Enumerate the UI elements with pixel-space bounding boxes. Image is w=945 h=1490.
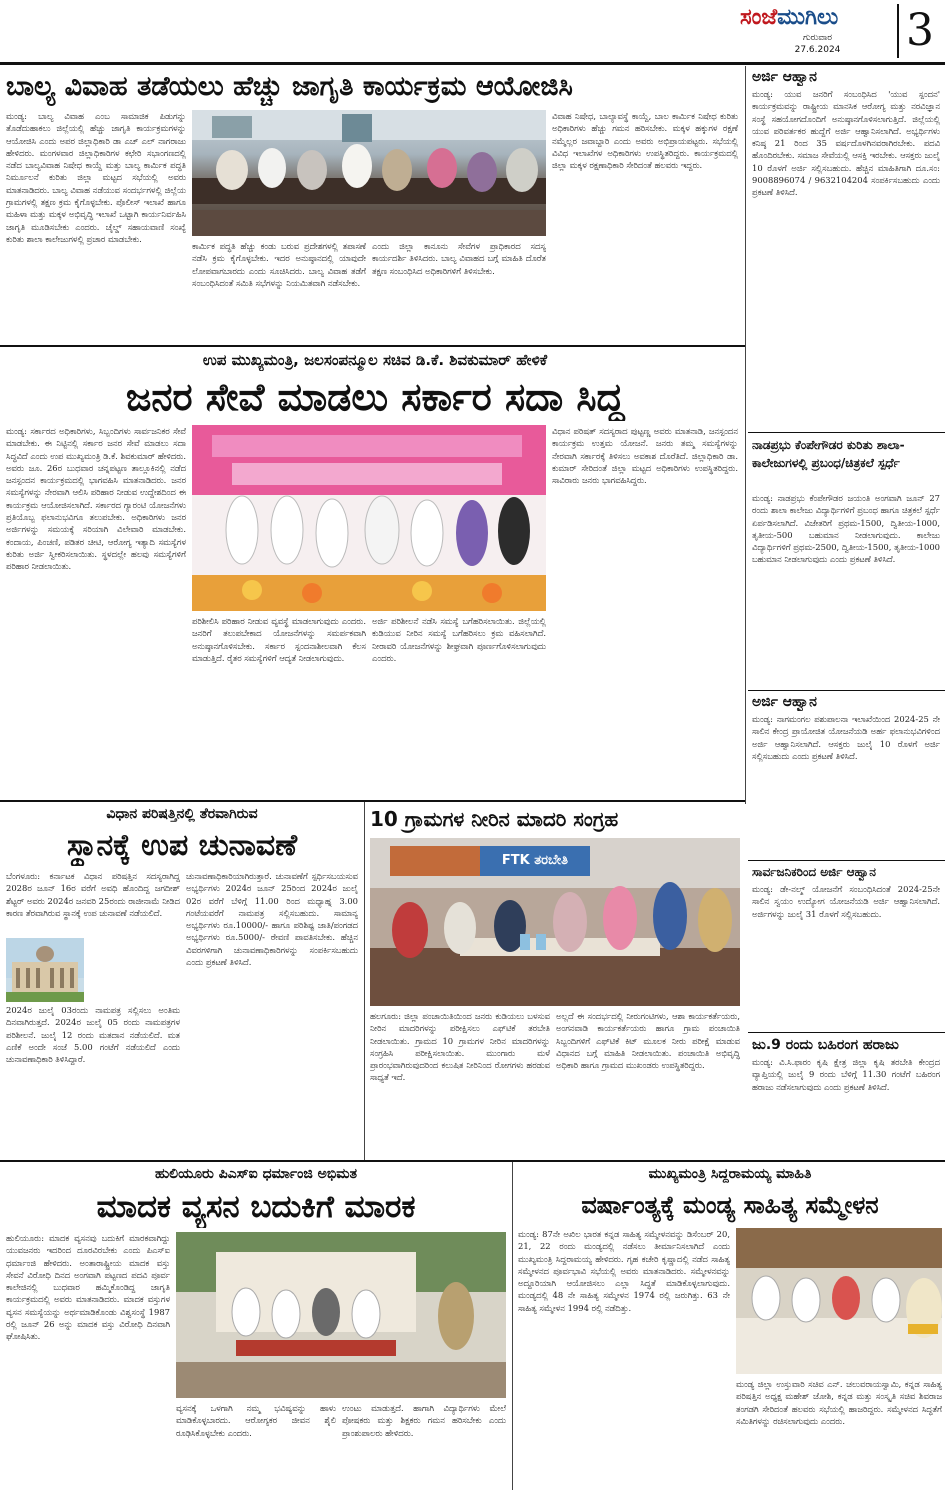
article1-col3: ಎಂದು ಜಿಲ್ಲಾ ಕಾನೂನು ಸೇವೆಗಳ ಪ್ರಾಧಿಕಾರದ ಸದಸ್ಯ ಕಾರ್ಯದರ್ಶಿ ತಿಳಿಸಿದರು. ಬಾಲ್ಯ ವಿವಾಹದ ಬಗ್ಗೆ ಮಾಹಿತಿ ದೊರೆತ ತಕ್ಷಣ ಸಂಬಂಧಿಸಿದ ಅಧಿಕಾರಿಗಳಿಗೆ ತಿಳಿಸಬೇಕು. [372, 241, 546, 276]
article2-col3: ಅರ್ಜಿ ಪರಿಶೀಲನೆ ನಡೆಸಿ ಸಮಸ್ಯೆ ಬಗೆಹರಿಸಲಾಯಿತು. ಜಿಲ್ಲೆಯಲ್ಲಿ ಕುಡಿಯುವ ನೀರಿನ ಸಮಸ್ಯೆ ಬಗೆಹರಿಸಲು ಕ್ರಮ ವಹಿಸಲಾಗಿದೆ. ನೀರಾವರಿ ಯೋಜನೆಗಳನ್ನು ಶೀಘ್ರವಾಗಿ ಪೂರ್ಣಗೊಳಿಸಲಾಗುವುದು ಎಂದರು. [372, 616, 546, 663]
article2-headline: ಜನರ ಸೇವೆ ಮಾಡಲು ಸರ್ಕಾರ ಸದಾ ಸಿದ್ಧ [125, 375, 625, 419]
article3-col1-beside-photo [88, 938, 180, 1002]
rule-3 [0, 1160, 945, 1162]
cm-meeting-art [736, 1228, 942, 1374]
event-photo [192, 425, 546, 611]
article1-col2: ಕಾರ್ಮಿಕ ಪದ್ಧತಿ ಹೆಚ್ಚು ಕಂಡು ಬರುವ ಪ್ರದೇಶಗಳಲ್ಲಿ ತಪಾಸಣೆ ನಡೆಸಿ ಕ್ರಮ ಕೈಗೊಳ್ಳಬೇಕು. ಇದರ ಅನುಷ್ಠಾನದಲ್ಲಿ ಯಾವುದೇ ಲೋಪವಾಗಬಾರದು ಎಂದು ಸೂಚಿಸಿದರು. ಬಾಲ್ಯ ವಿವಾಹ ತಡೆಗೆ ಸಂಬಂಧಿಸಿದಂತೆ ಸಮಿತಿ ಸಭೆಗಳನ್ನು ನಿಯಮಿತವಾಗಿ ನಡೆಸಬೇಕು. [192, 241, 366, 288]
meeting-photo [192, 110, 546, 236]
sidebar4-heading: ಸಾರ್ವಜನಿಕರಿಂದ ಅರ್ಜಿ ಆಹ್ವಾನ [752, 865, 876, 879]
article5-col2: ವ್ಯಸನಕ್ಕೆ ಒಳಗಾಗಿ ನಮ್ಮ ಭವಿಷ್ಯವನ್ನು ಹಾಳು ಮಾಡಿಕೊಳ್ಳಬಾರದು. ಆರೋಗ್ಯಕರ ಜೀವನ ಶೈಲಿ ರೂಢಿಸಿಕೊಳ್ಳಬೇಕು ಎಂದರು. [176, 1403, 336, 1438]
article3-kicker: ವಿಧಾನ ಪರಿಷತ್ತಿನಲ್ಲಿ ತೆರವಾಗಿರುವ [106, 806, 258, 822]
sidebar5-body: ಮಂಡ್ಯ: ವಿ.ಸಿ.ಫಾರಂ ಕೃಷಿ ಕ್ಷೇತ್ರ ಜಿಲ್ಲಾ ಕೃಷಿ ತರಬೇತಿ ಕೇಂದ್ರದ ವ್ಯಾಪ್ತಿಯಲ್ಲಿ ಜುಲೈ 9 ರಂದು ಬೆಳಿಗ್ಗೆ 11.30 ಗಂಟೆಗೆ ಬಹಿರಂಗ ಹರಾಜು ನಡೆಸಲಾಗುವುದು ಎಂದು ಪ್ರಕಟಣೆ ತಿಳಿಸಿದೆ. [752, 1057, 940, 1092]
sidebar2-heading: ನಾಡಪ್ರಭು ಕೆಂಪೇಗೌಡರ ಕುರಿತು ಶಾಲಾ-ಕಾಲೇಜುಗಳಲ್ಲಿ ಪ್ರಬಂಧ/ಚಿತ್ರಕಲೆ ಸ್ಪರ್ಧೆ [752, 438, 905, 470]
article5-headline: ಮಾದಕ ವ್ಯಸನ ಬದುಕಿಗೆ ಮಾರಕ [96, 1189, 416, 1225]
article4-col1: ಹಲಗೂರು: ಜಿಲ್ಲಾ ಪಂಚಾಯಿತಿಯಿಂದ ಜನರು ಕುಡಿಯಲು ಬಳಸುವ ನೀರಿನ ಮಾದರಿಗಳನ್ನು ಪರೀಕ್ಷಿಸಲು ಎಫ್‌ಟಿಕೆ ತರಬೇತಿ ನೀಡಲಾಯಿತು. ಗ್ರಾಮದ 10 ಗ್ರಾಮಗಳ ನೀರಿನ ಮಾದರಿಗಳನ್ನು ಸಂಗ್ರಹಿಸಿ ಪರೀಕ್ಷಿಸಲಾಯಿತು. ಮುಂಗಾರು ಮಳೆ ಪ್ರಾರಂಭವಾಗಿರುವುದರಿಂದ ಕಲುಷಿತ ನೀರಿನಿಂದ ರೋಗಗಳು ಹರಡುವ ಸಾಧ್ಯತೆ ಇದೆ. [370, 1011, 550, 1083]
water-testing-photo [370, 838, 740, 1006]
header-rule [0, 62, 945, 65]
article2-col1: ಮಂಡ್ಯ: ಸರ್ಕಾರದ ಅಧಿಕಾರಿಗಳು, ಸಿಬ್ಬಂದಿಗಳು ಸಾರ್ವಜನಿಕರ ಸೇವೆ ಮಾಡಬೇಕು. ಈ ನಿಟ್ಟಿನಲ್ಲಿ ಸರ್ಕಾರ ಜನರ ಸೇವೆ ಮಾಡಲು ಸದಾ ಸಿದ್ಧವಿದೆ ಎಂದು ಉಪ ಮುಖ್ಯಮಂತ್ರಿ ಡಿ.ಕೆ. ಶಿವಕುಮಾರ್ ಹೇಳಿದರು. ಅವರು ಜೂ. 26ರ ಬುಧವಾರ ಚನ್ನಪಟ್ಟಣ ತಾಲ್ಲೂಕಿನಲ್ಲಿ ನಡೆದ ಜನಸ್ಪಂದನ ಕಾರ್ಯಕ್ರಮದಲ್ಲಿ ಭಾಗವಹಿಸಿ ಮಾತನಾಡಿದರು. ಜನರ ಸಮಸ್ಯೆಗಳನ್ನು ನೇರವಾಗಿ ಆಲಿಸಿ ಪರಿಹಾರ ನೀಡುವ ಉದ್ದೇಶದಿಂದ ಈ ಕಾರ್ಯಕ್ರಮ ಆಯೋಜಿಸಲಾಗಿದೆ. ಸರ್ಕಾರದ ಗ್ಯಾರಂಟಿ ಯೋಜನೆಗಳು ಪ್ರತಿಯೊಬ್ಬ ಫಲಾನುಭವಿಗೂ ತಲುಪಬೇಕು. ಅಧಿಕಾರಿಗಳು ಜನರ ಅರ್ಜಿಗಳನ್ನು ಸಮಯಕ್ಕೆ ಸರಿಯಾಗಿ ವಿಲೇವಾರಿ ಮಾಡಬೇಕು. ಕಂದಾಯ, ಪಿಂಚಣಿ, ಪಡಿತರ ಚೀಟಿ, ಆರೋಗ್ಯ ಇತ್ಯಾದಿ ಸಮಸ್ಯೆಗಳ ಕುರಿತು ಅರ್ಜಿ ಸ್ವೀಕರಿಸಲಾಯಿತು. ಸ್ಥಳದಲ್ಲೇ ಹಲವು ಸಮಸ್ಯೆಗಳಿಗೆ ಪರಿಹಾರ ನೀಡಲಾಯಿತು. [6, 426, 186, 572]
meeting-photo-art [192, 110, 546, 236]
article3-col1b: 2024ರ ಜುಲೈ 03ರಂದು ನಾಮಪತ್ರ ಸಲ್ಲಿಸಲು ಅಂತಿಮ ದಿನವಾಗಿರುತ್ತದೆ. 2024ರ ಜುಲೈ 05 ರಂದು ನಾಮಪತ್ರಗಳ ಪರಿಶೀಲನೆ. ಜುಲೈ 12 ರಂದು ಮತದಾನ ನಡೆಯಲಿದೆ. ಮತ ಎಣಿಕೆ ಅಂದೇ ಸಂಜೆ 5.00 ಗಂಟೆಗೆ ನಡೆಯಲಿದೆ ಎಂದು ಚುನಾವಣಾಧಿಕಾರಿ ತಿಳಿಸಿದ್ದಾರೆ. [6, 1005, 180, 1065]
article4-col2: ಅಲ್ಲದೆ ಈ ಸಂದರ್ಭದಲ್ಲಿ ನೀರುಗಂಟಿಗಳು, ಆಶಾ ಕಾರ್ಯಕರ್ತೆಯರು, ಅಂಗನವಾಡಿ ಕಾರ್ಯಕರ್ತೆಯರು ಹಾಗೂ ಗ್ರಾಮ ಪಂಚಾಯಿತಿ ಸಿಬ್ಬಂದಿಗಳಿಗೆ ಎಫ್‌ಟಿಕೆ ಕಿಟ್ ಮೂಲಕ ನೀರು ಪರೀಕ್ಷೆ ಮಾಡುವ ವಿಧಾನದ ಬಗ್ಗೆ ಮಾಹಿತಿ ನೀಡಲಾಯಿತು. ಪಂಚಾಯಿತಿ ಅಭಿವೃದ್ಧಿ ಅಧಿಕಾರಿ ಹಾಗೂ ಗ್ರಾಮದ ಮುಖಂಡರು ಉಪಸ್ಥಿತರಿದ್ದರು. [556, 1011, 740, 1071]
article3-col2: ಚುನಾವಣಾಧಿಕಾರಿಯಾಗಿರುತ್ತಾರೆ. ಚುನಾವಣೆಗೆ ಸ್ಪರ್ಧಿಸಬಯಸುವ ಅಭ್ಯರ್ಥಿಗಳು 2024ರ ಜೂನ್ 25ರಿಂದ 2024ರ ಜುಲೈ 02ರ ವರೆಗೆ ಬೆಳಿಗ್ಗೆ 11.00 ರಿಂದ ಮಧ್ಯಾಹ್ನ 3.00 ಗಂಟೆಯವರೆಗೆ ನಾಮಪತ್ರ ಸಲ್ಲಿಸಬಹುದು. ಸಾಮಾನ್ಯ ಅಭ್ಯರ್ಥಿಗಳು ರೂ.10000/- ಹಾಗೂ ಪರಿಶಿಷ್ಟ ಜಾತಿ/ಪಂಗಡದ ಅಭ್ಯರ್ಥಿಗಳು ರೂ.5000/- ಠೇವಣಿ ಪಾವತಿಸಬೇಕು. ಹೆಚ್ಚಿನ ವಿವರಗಳಿಗಾಗಿ ಚುನಾವಣಾಧಿಕಾರಿಗಳನ್ನು ಸಂಪರ್ಕಿಸಬಹುದು ಎಂದು ಪ್ರಕಟಣೆ ತಿಳಿಸಿದೆ. [186, 871, 358, 968]
row3-divider [364, 802, 365, 1160]
issue-day: ಗುರುವಾರ [802, 33, 833, 43]
article3-col1: ಬೆಂಗಳೂರು: ಕರ್ನಾಟಕ ವಿಧಾನ ಪರಿಷತ್ತಿನ ಸದಸ್ಯರಾಗಿದ್ದ 2028ರ ಜೂನ್ 16ರ ವರೆಗೆ ಅವಧಿ ಹೊಂದಿದ್ದ ಜಗದೀಶ್ ಶೆಟ್ಟರ್ ಅವರು 2024ರ ಜನವರಿ 25ರಂದು ರಾಜೀನಾಮೆ ನೀಡಿದ ಕಾರಣ ತೆರವಾಗಿರುವ ಸ್ಥಾನಕ್ಕೆ ಉಪ ಚುನಾವಣೆ ನಡೆಯಲಿದೆ. [6, 871, 180, 918]
sidebar4-body: ಮಂಡ್ಯ: ಡೇ-ನಲ್ಮ್ ಯೋಜನೆಗೆ ಸಂಬಂಧಿಸಿದಂತೆ 2024-25ನೇ ಸಾಲಿನ ಸ್ವಯಂ ಉದ್ಯೋಗ ಯೋಜನೆಯಡಿ ಅರ್ಜಿ ಆಹ್ವಾನಿಸಲಾಗಿದೆ. ಅರ್ಜಿಗಳನ್ನು ಜುಲೈ 31 ರೊಳಗೆ ಸಲ್ಲಿಸಬಹುದು. [752, 884, 940, 919]
article5-col1: ಹುಲಿಯೂರು: ಮಾದಕ ವ್ಯಸನವು ಬದುಕಿಗೆ ಮಾರಕವಾಗಿದ್ದು ಯುವಜನರು ಇದರಿಂದ ದೂರವಿರಬೇಕು ಎಂದು ಪಿಎಸ್‌ಐ ಧರ್ಮಾಂಜಿ ಹೇಳಿದರು. ಅಂತಾರಾಷ್ಟ್ರೀಯ ಮಾದಕ ವಸ್ತು ಸೇವನೆ ವಿರೋಧಿ ದಿನದ ಅಂಗವಾಗಿ ಪಟ್ಟಣದ ಪದವಿ ಪೂರ್ವ ಕಾಲೇಜಿನಲ್ಲಿ ಬುಧವಾರ ಹಮ್ಮಿಕೊಂಡಿದ್ದ ಜಾಗೃತಿ ಕಾರ್ಯಕ್ರಮದಲ್ಲಿ ಅವರು ಮಾತನಾಡಿದರು. ಮಾದಕ ವಸ್ತುಗಳ ವ್ಯಸನ ಸಮಸ್ಯೆಯನ್ನು ಅರ್ಥಮಾಡಿಕೊಂಡು ವಿಶ್ವಸಂಸ್ಥೆ 1987 ರಲ್ಲಿ ಜೂನ್ 26 ಅನ್ನು ಮಾದಕ ವಸ್ತು ವಿರೋಧಿ ದಿನವಾಗಿ ಘೋಷಿಸಿತು. [6, 1233, 170, 1342]
row4-divider [512, 1162, 513, 1490]
sidebar1-body: ಮಂಡ್ಯ: ಯುವ ಜನರಿಗೆ ಸಂಬಂಧಿಸಿದ 'ಯುವ ಸ್ಪಂದನ' ಕಾರ್ಯಕ್ರಮವನ್ನು ರಾಷ್ಟ್ರೀಯ ಮಾನಸಿಕ ಆರೋಗ್ಯ ಮತ್ತು ನರವಿಜ್ಞಾನ ಸಂಸ್ಥೆ ಸಹಯೋಗದೊಂದಿಗೆ ಅನುಷ್ಠಾನಗೊಳಿಸಲಾಗುತ್ತಿದೆ. ಜಿಲ್ಲೆಯಲ್ಲಿ ಯುವ ಪರಿವರ್ತಕರ ಹುದ್ದೆಗೆ ಅರ್ಜಿ ಆಹ್ವಾನಿಸಲಾಗಿದೆ. ಅಭ್ಯರ್ಥಿಗಳು ಕನಿಷ್ಠ 21 ರಿಂದ 35 ವರ್ಷದೊಳಗಿನವರಾಗಿರಬೇಕು. ಪದವಿ ಹೊಂದಿರಬೇಕು. ಸಮಾಜ ಸೇವೆಯಲ್ಲಿ ಆಸಕ್ತಿ ಇರಬೇಕು. ಆಸಕ್ತರು ಜುಲೈ 10 ರೊಳಗೆ ಅರ್ಜಿ ಸಲ್ಲಿಸಬಹುದು. ಹೆಚ್ಚಿನ ಮಾಹಿತಿಗಾಗಿ ದೂ.ಸಂ: 9008896074 / 9632104204 ಸಂಪರ್ಕಿಸಬಹುದು ಎಂದು ಪ್ರಕಟಣೆ ತಿಳಿಸಿದೆ. [752, 89, 940, 198]
awareness-event-art [176, 1232, 506, 1398]
article6-kicker: ಮುಖ್ಯಮಂತ್ರಿ ಸಿದ್ದರಾಮಯ್ಯ ಮಾಹಿತಿ [648, 1166, 812, 1182]
article2-kicker: ಉಪ ಮುಖ್ಯಮಂತ್ರಿ, ಜಲಸಂಪನ್ಮೂಲ ಸಚಿವ ಡಿ.ಕೆ. ಶಿವಕುಮಾರ್ ಹೇಳಿಕೆ [202, 351, 548, 369]
article1-col1: ಮಂಡ್ಯ: ಬಾಲ್ಯ ವಿವಾಹ ಎಂಬ ಸಾಮಾಜಿಕ ಪಿಡುಗನ್ನು ತೊಡೆದುಹಾಕಲು ಜಿಲ್ಲೆಯಲ್ಲಿ ಹೆಚ್ಚು ಜಾಗೃತಿ ಕಾರ್ಯಕ್ರಮಗಳನ್ನು ಆಯೋಜಿಸಿ ಎಂದು ಅಪರ ಜಿಲ್ಲಾಧಿಕಾರಿ ಡಾ ಎಚ್ ಎಲ್ ನಾಗರಾಜು ಹೇಳಿದರು. ಮಂಗಳವಾರ ಜಿಲ್ಲಾಧಿಕಾರಿಗಳ ಕಛೇರಿ ಸಭಾಂಗಣದಲ್ಲಿ ನಡೆದ ಬಾಲ್ಯವಿವಾಹ ನಿಷೇಧ ಕಾಯ್ದೆ ಮತ್ತು ಬಾಲ್ಯ ಕಾರ್ಮಿಕ ಪದ್ಧತಿ ನಿರ್ಮೂಲನೆ ಕುರಿತು ಜಿಲ್ಲಾ ಮಟ್ಟದ ಸಭೆಯಲ್ಲಿ ಅವರು ಮಾತನಾಡಿದರು. ಬಾಲ್ಯ ವಿವಾಹ ನಡೆಯುವ ಸಂದರ್ಭಗಳಲ್ಲಿ ಜಿಲ್ಲೆಯ ಗ್ರಾಮಗಳಲ್ಲಿ ತಕ್ಷಣ ಕ್ರಮ ಕೈಗೊಳ್ಳಬೇಕು. ಪೊಲೀಸ್ ಇಲಾಖೆ ಹಾಗೂ ಮಹಿಳಾ ಮತ್ತು ಮಕ್ಕಳ ಅಭಿವೃದ್ಧಿ ಇಲಾಖೆ ಒಟ್ಟಾಗಿ ಕಾರ್ಯನಿರ್ವಹಿಸಿ ಜಾಗೃತಿ ಮೂಡಿಸಬೇಕು ಎಂದರು. ಚೈಲ್ಡ್ ಸಹಾಯವಾಣಿ ಸಂಖ್ಯೆ ಕುರಿತು ಶಾಲಾ ಕಾಲೇಜುಗಳಲ್ಲಿ ಪ್ರಚಾರ ಮಾಡಬೇಕು. [6, 111, 186, 244]
article5-kicker: ಹುಲಿಯೂರು ಪಿಎಸ್ಐ ಧರ್ಮಾಂಜಿ ಅಭಿಮತ [155, 1166, 357, 1182]
sidebar3-body: ಮಂಡ್ಯ: ನಾಗಮಂಗಲ ಪಶುಪಾಲನಾ ಇಲಾಖೆಯಿಂದ 2024-25 ನೇ ಸಾಲಿನ ಕೇಂದ್ರ ಪ್ರಾಯೋಜಿತ ಯೋಜನೆಯಡಿ ಅರ್ಹ ಫಲಾನುಭವಿಗಳಿಂದ ಅರ್ಜಿ ಆಹ್ವಾನಿಸಲಾಗಿದೆ. ಆಸಕ್ತರು ಜುಲೈ 10 ರೊಳಗೆ ಅರ್ಜಿ ಸಲ್ಲಿಸಬಹುದು ಎಂದು ಪ್ರಕಟಣೆ ತಿಳಿಸಿದೆ. [752, 714, 940, 761]
article2-col4: ವಿಧಾನ ಪರಿಷತ್ ಸದಸ್ಯರಾದ ಪುಟ್ಟಣ್ಣ ಅವರು ಮಾತನಾಡಿ, ಜನಸ್ಪಂದನ ಕಾರ್ಯಕ್ರಮ ಉತ್ತಮ ಯೋಜನೆ. ಜನರು ತಮ್ಮ ಸಮಸ್ಯೆಗಳನ್ನು ನೇರವಾಗಿ ಸರ್ಕಾರಕ್ಕೆ ತಿಳಿಸಲು ಅವಕಾಶ ದೊರೆತಿದೆ. ಜಿಲ್ಲಾಧಿಕಾರಿ ಡಾ. ಕುಮಾರ್ ಸೇರಿದಂತೆ ಜಿಲ್ಲಾ ಮಟ್ಟದ ಅಧಿಕಾರಿಗಳು ಉಪಸ್ಥಿತರಿದ್ದರು. ಸಾವಿರಾರು ಜನರು ಭಾಗವಹಿಸಿದ್ದರು. [552, 426, 738, 486]
vidhana-soudha-art [6, 938, 84, 1002]
rule-2 [0, 800, 745, 802]
sidebar-divider [745, 66, 746, 804]
sidebar2-body: ಮಂಡ್ಯ: ನಾಡಪ್ರಭು ಕೆಂಪೇಗೌಡರ ಜಯಂತಿ ಅಂಗವಾಗಿ ಜೂನ್ 27 ರಂದು ಶಾಲಾ ಕಾಲೇಜು ವಿದ್ಯಾರ್ಥಿಗಳಿಗೆ ಪ್ರಬಂಧ ಹಾಗೂ ಚಿತ್ರಕಲೆ ಸ್ಪರ್ಧೆ ಏರ್ಪಡಿಸಲಾಗಿದೆ. ವಿಜೇತರಿಗೆ ಪ್ರಥಮ-1500, ದ್ವಿತೀಯ-1000, ತೃತೀಯ-500 ಬಹುಮಾನ ನೀಡಲಾಗುವುದು. ಕಾಲೇಜು ವಿದ್ಯಾರ್ಥಿಗಳಿಗೆ ಪ್ರಥಮ-2500, ದ್ವಿತೀಯ-1500, ತೃತೀಯ-1000 ಬಹುಮಾನ ನೀಡಲಾಗುವುದು ಎಂದು ಪ್ರಕಟಣೆ ತಿಳಿಸಿದೆ. [752, 493, 940, 565]
cm-meeting-photo [736, 1228, 942, 1374]
article6-col2: ಮಂಡ್ಯ ಜಿಲ್ಲಾ ಉಸ್ತುವಾರಿ ಸಚಿವ ಎನ್. ಚಲುವರಾಯಸ್ವಾಮಿ, ಕನ್ನಡ ಸಾಹಿತ್ಯ ಪರಿಷತ್ತಿನ ಅಧ್ಯಕ್ಷ ಮಹೇಶ್ ಜೋಶಿ, ಕನ್ನಡ ಮತ್ತು ಸಂಸ್ಕೃತಿ ಸಚಿವ ಶಿವರಾಜ ತಂಗಡಗಿ ಸೇರಿದಂತೆ ಹಲವರು ಸಭೆಯಲ್ಲಿ ಹಾಜರಿದ್ದರು. ಸಮ್ಮೇಳನದ ಸಿದ್ಧತೆಗೆ ಸಮಿತಿಗಳನ್ನು ರಚಿಸಲಾಗುವುದು ಎಂದರು. [736, 1379, 942, 1426]
sidebar-rule-1 [748, 432, 945, 433]
sidebar-rule-2 [748, 690, 945, 691]
article6-headline: ವರ್ಷಾಂತ್ಯಕ್ಕೆ ಮಂಡ್ಯ ಸಾಹಿತ್ಯ ಸಮ್ಮೇಳನ [581, 1191, 879, 1219]
masthead [740, 4, 895, 58]
article1-col4: ವಿವಾಹ ನಿಷೇಧ, ಬಾಲ್ಯಾವಸ್ಥೆ ಕಾಯ್ದೆ, ಬಾಲ ಕಾರ್ಮಿಕ ನಿಷೇಧ ಕುರಿತು ಅಧಿಕಾರಿಗಳು ಹೆಚ್ಚು ಗಮನ ಹರಿಸಬೇಕು. ಮಕ್ಕಳ ಹಕ್ಕುಗಳ ರಕ್ಷಣೆ ನಮ್ಮೆಲ್ಲರ ಜವಾಬ್ದಾರಿ ಎಂದು ಅವರು ಅಭಿಪ್ರಾಯಪಟ್ಟರು. ಸಭೆಯಲ್ಲಿ ವಿವಿಧ ಇಲಾಖೆಗಳ ಅಧಿಕಾರಿಗಳು ಉಪಸ್ಥಿತರಿದ್ದರು. ಕಾರ್ಯಕ್ರಮದಲ್ಲಿ ಜಿಲ್ಲಾ ಮಕ್ಕಳ ರಕ್ಷಣಾಧಿಕಾರಿ ಸೇರಿದಂತೆ ಹಲವರು ಇದ್ದರು. [552, 111, 738, 171]
newspaper-name: ಸಂಜೆಮುಗಿಲು [740, 5, 839, 30]
article6-col1: ಮಂಡ್ಯ: 87ನೇ ಅಖಿಲ ಭಾರತ ಕನ್ನಡ ಸಾಹಿತ್ಯ ಸಮ್ಮೇಳನವನ್ನು ಡಿಸೆಂಬರ್ 20, 21, 22 ರಂದು ಮಂಡ್ಯದಲ್ಲಿ ನಡೆಸಲು ತೀರ್ಮಾನಿಸಲಾಗಿದೆ ಎಂದು ಮುಖ್ಯಮಂತ್ರಿ ಸಿದ್ದರಾಮಯ್ಯ ಹೇಳಿದರು. ಗೃಹ ಕಚೇರಿ ಕೃಷ್ಣಾದಲ್ಲಿ ನಡೆದ ಸಾಹಿತ್ಯ ಸಮ್ಮೇಳನದ ಪೂರ್ವಭಾವಿ ಸಭೆಯಲ್ಲಿ ಅವರು ಮಾತನಾಡಿದರು. ಸಮ್ಮೇಳನವನ್ನು ಅದ್ದೂರಿಯಾಗಿ ಆಯೋಜಿಸಲು ಎಲ್ಲಾ ಸಿದ್ಧತೆ ಮಾಡಿಕೊಳ್ಳಲಾಗುವುದು. ಮಂಡ್ಯದಲ್ಲಿ 48 ನೇ ಸಾಹಿತ್ಯ ಸಮ್ಮೇಳನ 1974 ರಲ್ಲಿ ಜರುಗಿತ್ತು. 63 ನೇ ಸಾಹಿತ್ಯ ಸಮ್ಮೇಳನ 1994 ರಲ್ಲಿ ನಡೆದಿತ್ತು. [518, 1229, 730, 1313]
article5-col3: ಉಂಟು ಮಾಡುತ್ತದೆ. ಹಾಗಾಗಿ ವಿದ್ಯಾರ್ಥಿಗಳು ಮೇಲೆ ಪೋಷಕರು ಮತ್ತು ಶಿಕ್ಷಕರು ಗಮನ ಹರಿಸಬೇಕು ಎಂದು ಪ್ರಾಂಶುಪಾಲರು ಹೇಳಿದರು. [342, 1403, 506, 1438]
vidhana-soudha-photo [6, 938, 84, 1002]
sidebar5-heading: ಜು.9 ರಂದು ಬಹಿರಂಗ ಹರಾಜು [752, 1037, 899, 1053]
article4-headline: 10 ಗ್ರಾಮಗಳ ನೀರಿನ ಮಾದರಿ ಸಂಗ್ರಹ [370, 807, 619, 831]
sidebar3-heading: ಅರ್ಜಿ ಆಹ್ವಾನ [752, 694, 817, 710]
rule-1 [0, 345, 745, 347]
article3-headline: ಸ್ಥಾನಕ್ಕೆ ಉಪ ಚುನಾವಣೆ [66, 828, 298, 863]
event-photo-art [192, 425, 546, 611]
awareness-event-photo [176, 1232, 506, 1398]
article2-col2: ಪರಿಶೀಲಿಸಿ ಪರಿಹಾರ ನೀಡುವ ವ್ಯವಸ್ಥೆ ಮಾಡಲಾಗುವುದು ಎಂದರು. ಜನರಿಗೆ ತಲುಪಬೇಕಾದ ಯೋಜನೆಗಳನ್ನು ಸಮರ್ಪಕವಾಗಿ ಅನುಷ್ಠಾನಗೊಳಿಸಬೇಕು. ಸರ್ಕಾರ ಸ್ಪಂದನಾಶೀಲವಾಗಿ ಕೆಲಸ ಮಾಡುತ್ತಿದೆ. ರೈತರ ಸಮಸ್ಯೆಗಳಿಗೆ ಆದ್ಯತೆ ನೀಡಲಾಗುವುದು. [192, 616, 366, 663]
article1-headline: ಬಾಲ್ಯ ವಿವಾಹ ತಡೆಯಲು ಹೆಚ್ಚು ಜಾಗೃತಿ ಕಾರ್ಯಕ್ರಮ ಆಯೋಜಿಸಿ [6, 71, 573, 102]
sidebar1-heading: ಅರ್ಜಿ ಆಹ್ವಾನ [752, 69, 817, 85]
photo-banner-text: FTK ತರಬೇತಿ [501, 853, 569, 868]
sidebar-rule-4 [748, 1032, 945, 1033]
page-number: 3 [897, 4, 941, 58]
sidebar-rule-3 [748, 860, 945, 861]
issue-date: 27.6.2024 [794, 45, 841, 55]
